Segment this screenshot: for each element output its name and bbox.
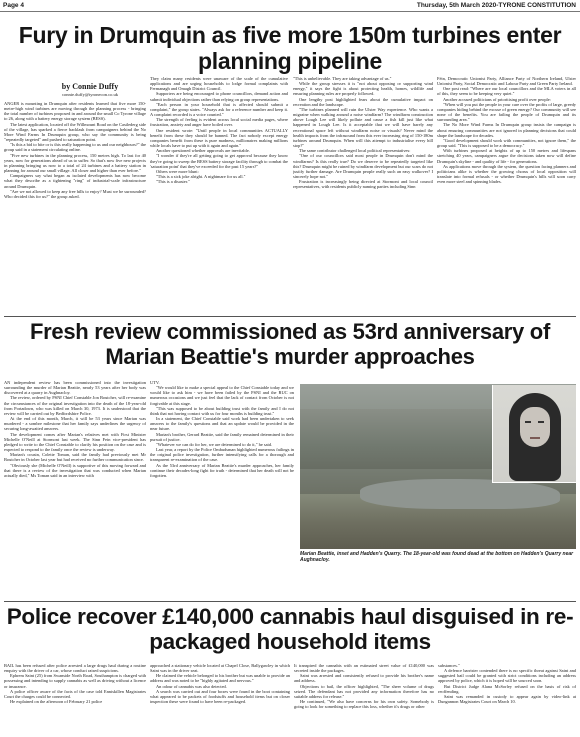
article-paragraph: The No More Wind Farms In Drumquin group insists the campaign is about ensuring communities are not ignored in planning decisions that could shape the landscape for decades. (437, 122, 576, 138)
story3-column-1 (4, 663, 146, 737)
story1-column-2 (150, 76, 288, 313)
article-paragraph: An odour of cannabis was also detected. (156, 683, 227, 689)
article-paragraph: He claimed the vehicle belonged to his brother but was unable to provide an address and was noted to be "highly agitated and nervous." (150, 673, 290, 684)
story2-headline: Fresh review commissioned as 53rd anniversary of Marian Beattie's murder approaches (30, 319, 550, 369)
article-paragraph: "This is a sick joke alright. A nightmare for us all." (156, 173, 246, 179)
article-paragraph: "Five new turbines in the planning process, 150 metres high. To last for 40 years, now for generations ahead of us to suffer. So that's now five new projects in planning bringing us now to a total of 24 turbines and a battery station in planning for around our small village. All closer and higher than ever before." (4, 152, 146, 174)
article-paragraph: A police officer aware of the facts of the case told Enniskillen Magistrates Court the charges could be connected. (4, 688, 146, 699)
article-paragraph: approached a stationary vehicle located at Chapel Close, Ballygawley in which Saint was in the driver seat. (150, 663, 290, 674)
article-paragraph: A defence barrister contended there is no specific threat against Saint and suggested bail could be granted with strict conditions including an address approved by police, which it is hoped will be sourced soon. (438, 668, 576, 684)
article-paragraph: The development comes after Marian's relatives met with First Minister Michelle O'Neill at Stormont last week. The Sinn Fein vice-president has pledged to write to the Chief Constable to clarify his position on the case and is expected to respond to the family once the review is underway. (4, 431, 146, 453)
author-name: by Connie Duffy (61, 82, 119, 91)
article-paragraph: "One of our councillors said most people in Drumquin don't mind the windfarms? Is this really true? Do we deserve to be repeatedly targeted like this? Drumquin might be ruined by windfarm development but our scars do not justify further damage. Are Drumquin people really such an easy walkover? I sincerely hope not." (293, 153, 433, 179)
article-paragraph: While the group stresses it is "not about opposing or supporting wind energy," it says the fight is about protecting health, homes, wildlife and ensuring planning rules are properly followed. (293, 81, 433, 97)
article-paragraph: The latest application, located off the Willmount Road on the Castlederg side of the village, has sparked a fierce backlash from campaigners behind the No More Wind Farms In Drumquin group, who say the community is being "repeatedly targeted" and pushed to saturation point. (4, 121, 146, 143)
story3-headline: Police recover £140,000 cannabis haul disguised in re-packaged household items (6, 604, 574, 654)
article-paragraph: At the end of this month, March, it will be 53 years since Marian was murdered - a sombre milestone that her family says underlines the urgency of securing long-awaited answers. (4, 416, 146, 432)
article-paragraph: "I wonder if they're all getting going to get approval because they know they're going to sweep the BESS battery storage facility through to combat the 'saturation point' that they've exceeded for the past 15 years?" (150, 153, 288, 169)
article-paragraph: Marian's cousin, Colette Toman, said the family had previously met Mr Boutcher in October last year but had received no further communication since. (4, 452, 146, 463)
article-paragraph: "We would like to make a special appeal to the Chief Constable today and we would like to ask him - we have been failed by the PSNI and the RUC on numerous occasions and we just feel that the lack of contact from October is not forgivable at this stage. (150, 385, 294, 406)
article-paragraph: "This was supposed to be about building trust with the family and I do not think that not having contact with us for four months is building trust." (150, 405, 294, 416)
article-paragraph: They claim many residents were unaware of the scale of the cumulative applications and are urging households to lodge formal complaints with Fermanagh and Omagh District Council. (150, 76, 288, 92)
byline (30, 82, 150, 97)
article-paragraph: Frustration is increasingly being directed at Stormont and local council representatives, with residents publicly naming parties including Sinn (293, 179, 433, 190)
article-paragraph: "The turbines planned will ruin the Ulster Way experience. Who wants a migraine when walking around a noise windfarm? The windfarm construction above Lough Lee will likely pollute and cause a fish kill just like what happened in Lough Lee. Is it acceptable that we will have barely any recreational space left without windfarm noise or visuals? Never mind the health impacts from the infrasound from this ever increasing ring of 150-180m turbines around Drumquin. When will this attempt to industrialise every hill stop?" (293, 106, 433, 149)
article-paragraph: ANGER is mounting in Drumquin after residents learned that five more 150-metre-high wind turbines are moving through the planning process - bringing the total number of turbines proposed in and around the small Co Tyrone village to 26, along with a battery energy storage system (BESS). (4, 101, 146, 122)
page-number: Page 4 (3, 2, 24, 9)
article-paragraph: Another accused politicians of prioritising profit over people: (443, 96, 551, 102)
article-paragraph: With turbines proposed at heights of up to 150 metres and lifespans stretching 40 years, campaigners argue the decisions taken now will define Drumquin's skyline - and quality of life - for generations. (437, 148, 576, 164)
article-paragraph: One post read: "Where are our local councillors and the MLA voters in all of this, they seem to be keeping very quiet." (437, 86, 576, 97)
article-paragraph: The strength of feeling is evident across local social media pages, where frustration, anxiety and anger have boiled over. (150, 117, 288, 128)
article-paragraph: "Good development should work with communities, not ignore them," the group said. "This is supposed to be a democracy." (437, 137, 576, 149)
photo-quarry-water (360, 479, 560, 509)
article-paragraph: Last year, a report by the Police Ombudsman highlighted numerous failings in the original police investigation, further intensifying calls for a thorough and transparent re-examination of the case. (150, 447, 294, 463)
article-paragraph: But District Judge Alana McSorley refused on the basis of risk of reoffending. (438, 683, 576, 694)
article-paragraph: As applications move through the system, the question facing planners and politicians alike is whether the growing chorus of local opposition will translate into formal refusals - or whether Drumquin's hills will soon carry even more steel and spinning blades. (437, 163, 576, 185)
article-paragraph: One lengthy post highlighted fears about the cumulative impact on recreation and the landscape. (293, 96, 433, 107)
article-paragraph: Saint was remanded in custody to appear again by video-link at Dungannon Magistrates Court on March 10. (438, 693, 576, 705)
article-paragraph: One resident wrote: "Until people in local communities ACTUALLY benefit from these they should be banned. The fact nobody except energy companies benefit from these is pure madness, millionaires making millions while locals have to put up with it again and again." (150, 127, 288, 149)
article-paragraph: AN independent review has been commissioned into the investigation surrounding the murder of Marian Beattie, nearly 53 years after her body was discovered at a quarry in Aughnacloy. (4, 380, 146, 396)
section-divider (4, 601, 576, 602)
article-paragraph: "Obviously she (Michelle O'Neill) is supportive of this moving forward and that there is a review of the investigation that was conducted when Marian actually died," Ms Toman said in an interview with (4, 462, 146, 478)
article-paragraph: In a statement, the Chief Constable said work had been undertaken to seek answers to the family's questions and that an update would be provided in the near future. (150, 416, 294, 432)
article-paragraph: Others were more blunt: (156, 168, 199, 174)
marian-beattie-portrait (492, 385, 576, 483)
story1-column-1 (4, 101, 146, 313)
story3-column-4 (438, 663, 576, 737)
story1-column-3 (293, 76, 433, 313)
article-paragraph: Objections to bail, the officer highlighted, "The sheer volume of drugs seized. The defendant has not provided any information therefore has no suitable address for release." (294, 683, 434, 699)
article-paragraph: Féin, Democratic Unionist Party, Alliance Party of Northern Ireland, Ulster Unionist Party, Social Democratic and Labour Party and Green Party Ireland. (437, 76, 576, 87)
article-paragraph: Ephrem Saint (25) from Swanside North Road, Southampton is charged with possessing and intending to supply cannabis as well as driving without a licence or insurance. (4, 673, 146, 689)
article-paragraph: "Is this a bid to bite or is this really happening to us and our neighbours?" the group said in a statement circulating online. (4, 142, 146, 153)
article-paragraph: It transpired the cannabis with an estimated street value of £140,000 was secreted inside the packages. (294, 663, 434, 674)
article-paragraph: Another questioned whether approvals are inevitable. (156, 148, 250, 154)
article-paragraph: Marian's brother, Gerard Beattie, said the family remained determined in their pursuit of justice. (150, 431, 294, 442)
story2-column-1 (4, 380, 146, 598)
article-paragraph: "Are we not allowed to keep any free hills to enjoy? Must we be surrounded? Who decided this for us?" the group asked. (4, 188, 146, 199)
article-paragraph: Campaigners say what began as isolated developments has now become what they describe as a tightening "ring" of industrial-scale infrastructure around Drumquin. (4, 173, 146, 189)
section-divider (4, 316, 576, 317)
article-paragraph: As the 53rd anniversary of Marian Beattie's murder approaches, her family continue their decades-long fight for truth - determined that her death will not be forgotten. (150, 462, 294, 478)
story3-column-3 (294, 663, 434, 737)
article-paragraph: "Each person in your household that is affected should submit a complaint," the group states. "Always ask for a reference number and keep it. A complaint recorded is a voice counted." (150, 101, 288, 118)
article-paragraph: The review, ordered by PSNI Chief Constable Jon Boutcher, will re-examine the circumstances of the original investigation into the death of the 18-year-old from Portadown, who was killed on March 30, 1973. It is understood that the review will be carried out by Bedfordshire Police. (4, 395, 146, 416)
issue-date: Thursday, 5th March 2020-TYRONE CONSTITUTION (416, 2, 576, 9)
article-paragraph: "Whatever we can do for her, we are determined to do it," he said. (156, 441, 273, 447)
article-paragraph: substances." (438, 663, 460, 668)
story2-column-2 (150, 380, 294, 598)
article-paragraph: He continued, "We also have concerns for his own safety. Somebody is going to look for something to replace this loss, whether it's drugs or other (294, 699, 434, 710)
article-paragraph: BAIL has been refused after police arrested a large drugs haul during a routine enquiry with the driver of a car, whose conduct raised suspicions. (4, 663, 146, 674)
article-paragraph: A search was carried out and four boxes were found in the boot containing what appeared to be packets of foodstuffs and household items but on closer inspection these were found to have been re-packaged. (150, 688, 290, 705)
article-paragraph: "This is a disaster." (156, 179, 190, 185)
article-paragraph: UTV. (150, 380, 160, 385)
story3-column-2 (150, 663, 290, 737)
masthead (0, 0, 580, 12)
article-paragraph: "When will you put the people in your care over the profits of large, greedy companies hiding behind the excuse of green energy? Our community will see none of the benefits. You are failing the people of Drumquin and its surrounding area." (437, 101, 576, 123)
photo-caption: Marian Beattie, inset and Hadden's Quarry. The 18-year-old was found dead at the bottom on Hadden's Quarry near Aughnacloy. (300, 551, 574, 564)
article-paragraph: "This is unbelievable. They are taking advantage of us." (293, 76, 392, 81)
story1-headline: Fury in Drumquin as five more 150m turbines enter planning pipeline (18, 22, 562, 74)
article-paragraph: Supporters are being encouraged to phone councillors, demand action and submit individual objections rather than relying on group representations. (150, 91, 288, 102)
article-paragraph: The same contributor challenged local political representatives: (299, 148, 411, 154)
story1-column-4 (437, 76, 576, 313)
article-paragraph: He explained on the afternoon of February 21 police (10, 699, 103, 705)
article-paragraph: Saint was arrested and consistently refused to provide his brother's name and address. (294, 673, 434, 684)
author-email: connie.duffy@tyronecon.co.uk (62, 92, 118, 97)
